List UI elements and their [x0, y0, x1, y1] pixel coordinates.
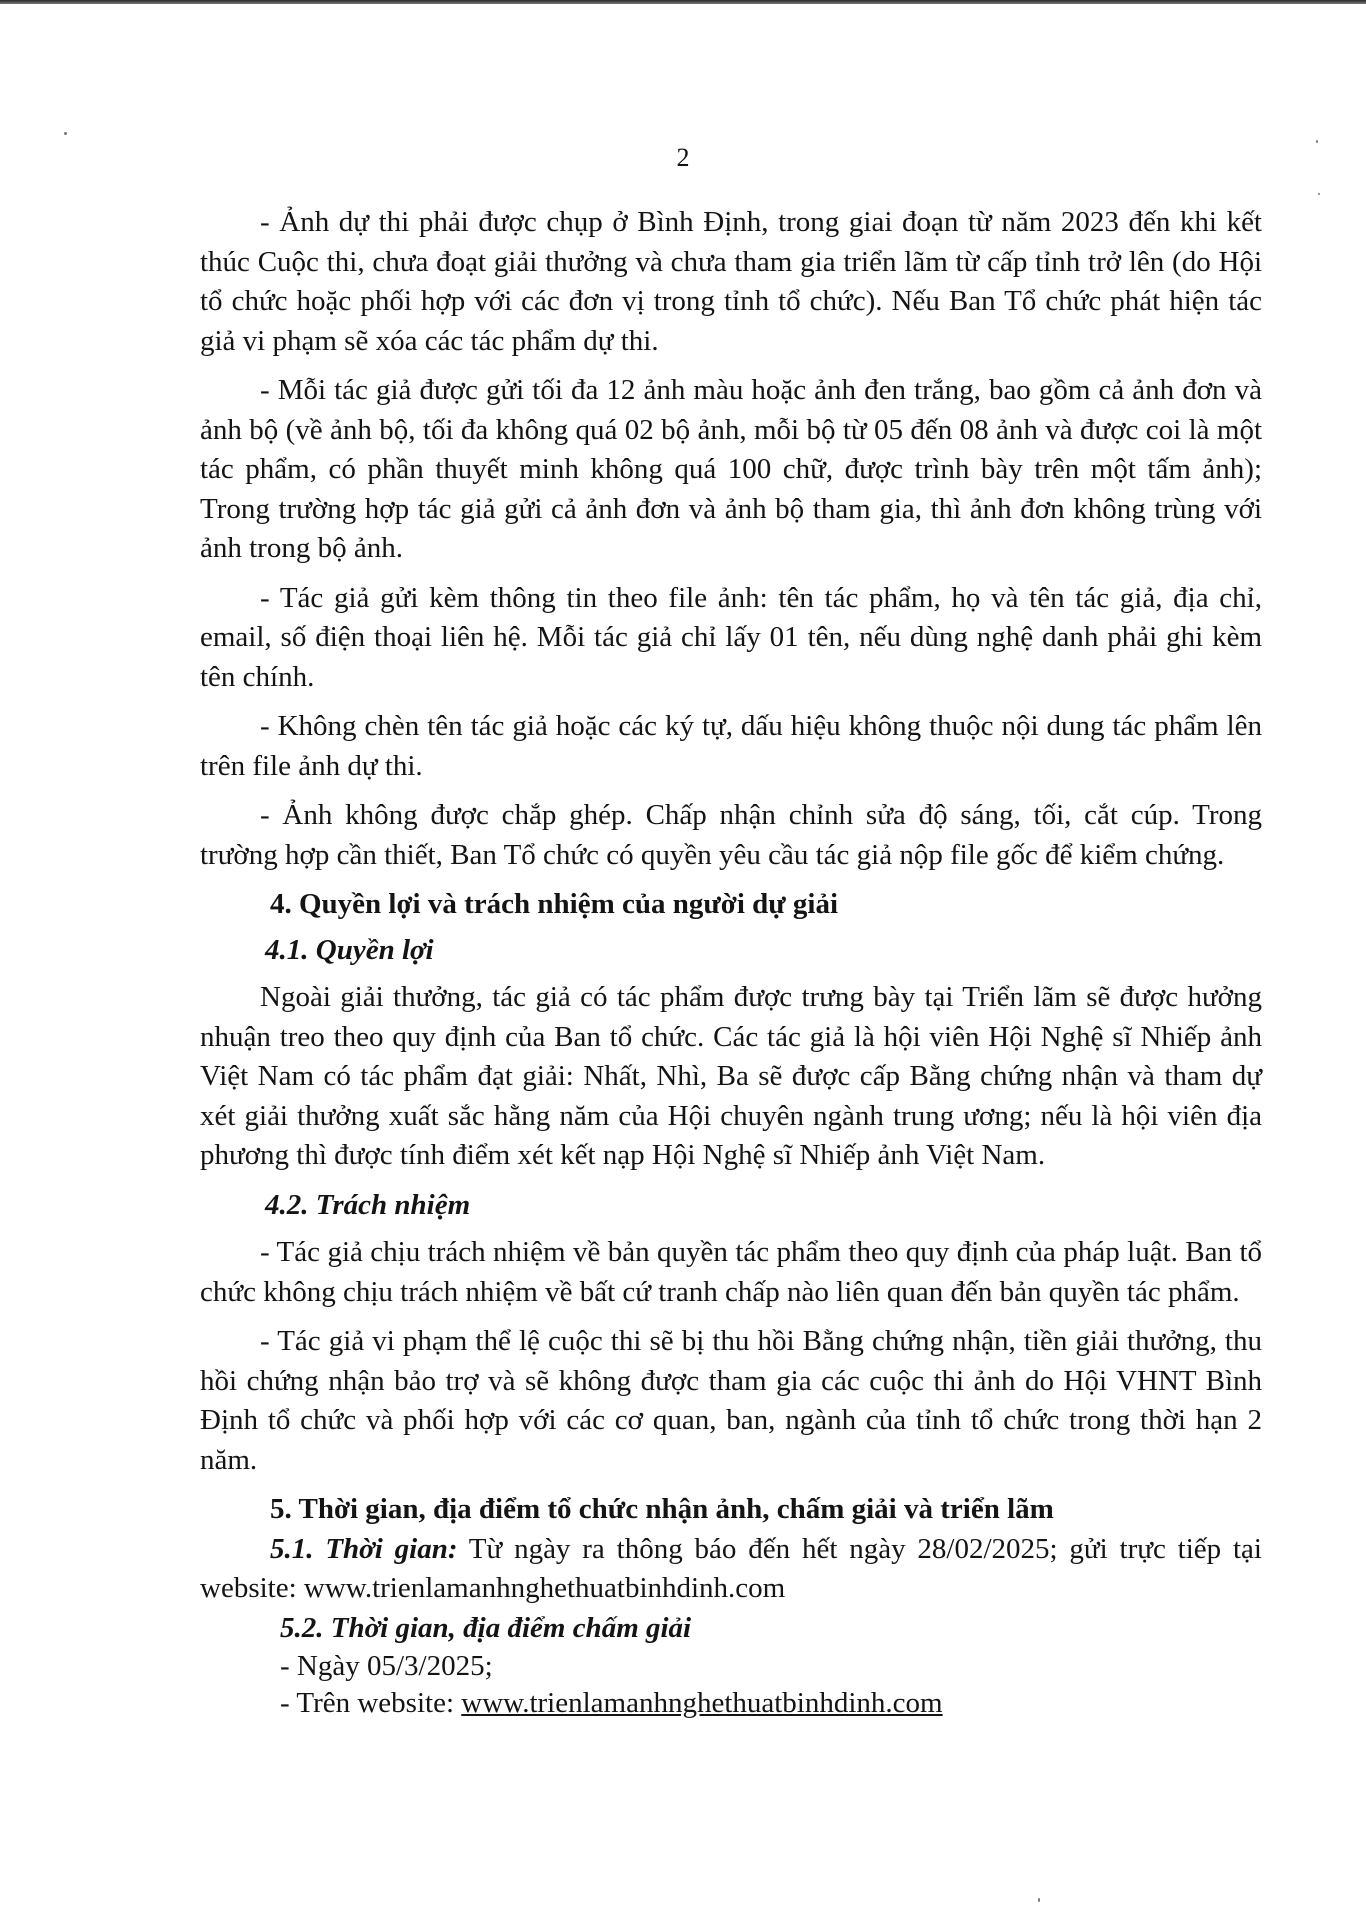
section-5-1-paragraph — [200, 1530, 1262, 1609]
section-5-1-text: Từ ngày ra thông báo đến hết ngày 28/02/2025; gửi trực tiếp tại website: www.trienlamanhnghethuatbinhdinh.com — [200, 1532, 1262, 1604]
judging-website-link[interactable]: www.trienlamanhnghethuatbinhdinh.com — [461, 1687, 943, 1719]
paragraph-photo-requirements: - Ảnh dự thi phải được chụp ở Bình Định, trong giai đoạn từ năm 2023 đến khi kết thúc Cuộc thi, chưa đoạt giải thưởng và chưa tham gia triển lãm từ cấp tỉnh trở lên (do Hội tổ chức hoặc phối hợp với các đơn vị trong tỉnh tổ chức). Nếu Ban Tổ chức phát hiện tác giả vi phạm sẽ xóa các tác phẩm dự thi. — [200, 206, 1262, 357]
judging-website-prefix: - Trên website: — [280, 1687, 462, 1719]
section-4-1-text: Ngoài giải thưởng, tác giả có tác phẩm được trưng bày tại Triển lãm sẽ được hưởng nhuận treo theo quy định của Ban tổ chức. Các tác giả là hội viên Hội Nghệ sĩ Nhiếp ảnh Việt Nam có tác phẩm đạt giải: Nhất, Nhì, Ba sẽ được cấp Bằng chứng nhận và tham dự xét giải thưởng xuất sắc hằng năm của Hội chuyên ngành trung ương; nếu là hội viên địa phương thì được tính điểm xét kết nạp Hội Nghệ sĩ Nhiếp ảnh Việt Nam. — [200, 981, 1262, 1171]
section-5-2-heading: 5.2. Thời gian, địa điểm chấm giải — [280, 1611, 692, 1644]
document-body — [200, 203, 1262, 1722]
scan-top-edge — [0, 0, 1366, 4]
section-4-2-para-violation: - Tác giả vi phạm thể lệ cuộc thi sẽ bị thu hồi Bằng chứng nhận, tiền giải thưởng, thu hồi chứng nhận bảo trợ và sẽ không được tham gia các cuộc thi ảnh do Hội VHNT Bình Định tổ chức và phối hợp với các cơ quan, ban, ngành của tỉnh tổ chức trong thời hạn 2 năm. — [200, 1325, 1262, 1476]
paragraph-no-watermark: - Không chèn tên tác giả hoặc các ký tự, dấu hiệu không thuộc nội dung tác phẩm lên trên file ảnh dự thi. — [200, 710, 1262, 782]
section-5-heading: 5. Thời gian, địa điểm tổ chức nhận ảnh, chấm giải và triển lãm — [270, 1493, 1054, 1525]
paragraph-no-composite: - Ảnh không được chắp ghép. Chấp nhận chỉnh sửa độ sáng, tối, cắt cúp. Trong trường hợp cần thiết, Ban Tổ chức có quyền yêu cầu tác giả nộp file gốc để kiểm chứng. — [200, 799, 1262, 871]
paragraph-photo-quantity: - Mỗi tác giả được gửi tối đa 12 ảnh màu hoặc ảnh đen trắng, bao gồm cả ảnh đơn và ảnh bộ (về ảnh bộ, tối đa không quá 02 bộ ảnh, mỗi bộ từ 05 đến 08 ảnh và được coi là một tác phẩm, có phần thuyết minh không quá 100 chữ, được trình bày trên một tấm ảnh); Trong trường hợp tác giả gửi cả ảnh đơn và ảnh bộ tham gia, thì ảnh đơn không trùng với ảnh trong bộ ảnh. — [200, 374, 1262, 564]
section-5-1-label: 5.1. Thời gian: — [270, 1532, 458, 1565]
scan-speck — [64, 132, 67, 135]
scan-speck — [1318, 193, 1320, 195]
paragraph-author-info: - Tác giả gửi kèm thông tin theo file ảnh: tên tác phẩm, họ và tên tác giả, địa chỉ, email, số điện thoại liên hệ. Mỗi tác giả chỉ lấy 01 tên, nếu dùng nghệ danh phải ghi kèm tên chính. — [200, 581, 1262, 693]
section-4-2-para-copyright: - Tác giả chịu trách nhiệm về bản quyền tác phẩm theo quy định của pháp luật. Ban tổ chức không chịu trách nhiệm về bất cứ tranh chấp nào liên quan đến bản quyền tác phẩm. — [200, 1236, 1262, 1308]
scan-speck — [1038, 1898, 1040, 1902]
section-4-1-heading: 4.1. Quyền lợi — [265, 933, 434, 966]
judging-date-line: - Ngày 05/3/2025; — [280, 1650, 493, 1682]
section-4-heading: 4. Quyền lợi và trách nhiệm của người dự giải — [270, 888, 839, 920]
judging-website-line — [200, 1685, 1262, 1722]
page-number: 2 — [676, 143, 690, 172]
section-4-2-heading: 4.2. Trách nhiệm — [265, 1188, 471, 1221]
